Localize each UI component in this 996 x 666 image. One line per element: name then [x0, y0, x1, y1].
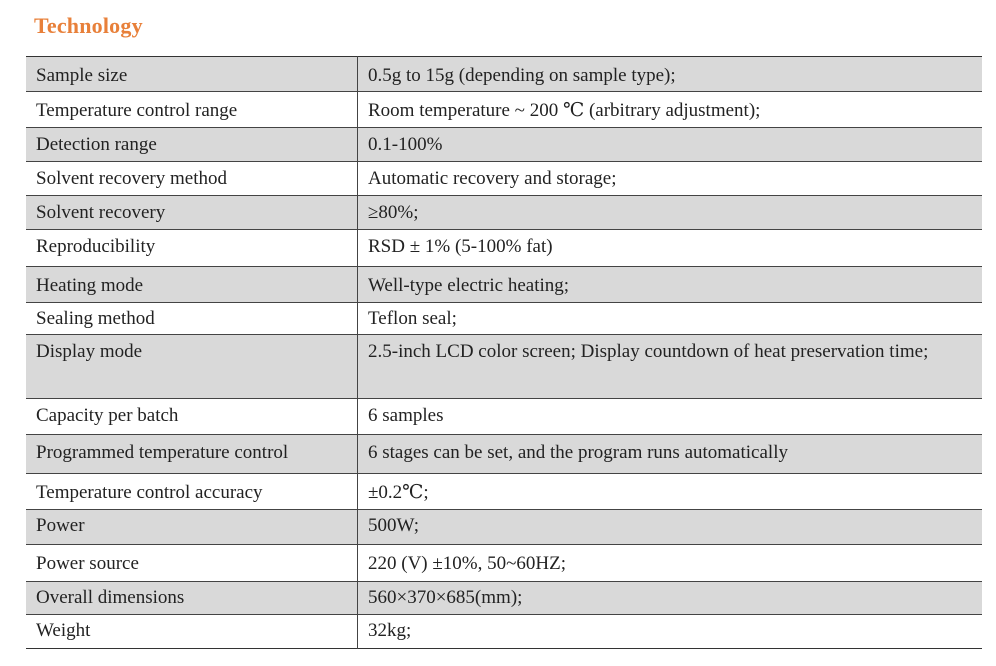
spec-label: Temperature control range: [26, 92, 358, 128]
spec-label: Power: [26, 510, 358, 545]
table-row: [26, 196, 982, 230]
spec-label: Capacity per batch: [26, 399, 358, 435]
spec-label: Overall dimensions: [26, 582, 358, 615]
spec-label: Heating mode: [26, 267, 358, 303]
table-row: [26, 128, 982, 162]
spec-label: Programmed temperature control: [26, 435, 358, 474]
spec-label: Temperature control accuracy: [26, 474, 358, 510]
table-row: [26, 267, 982, 303]
spec-label: Solvent recovery method: [26, 162, 358, 196]
spec-label: Weight: [26, 615, 358, 649]
spec-value: 220 (V) ±10%, 50~60HZ;: [358, 545, 983, 582]
table-row: [26, 474, 982, 510]
table-row: [26, 162, 982, 196]
spec-label: Solvent recovery: [26, 196, 358, 230]
table-row: [26, 335, 982, 399]
section-title: Technology: [34, 13, 143, 38]
table-row: [26, 230, 982, 267]
spec-value: Automatic recovery and storage;: [358, 162, 983, 196]
table-row: [26, 582, 982, 615]
spec-value: 2.5-inch LCD color screen; Display countdown of heat preservation time;: [358, 335, 983, 399]
table-row: [26, 435, 982, 474]
spec-value: Room temperature ~ 200 ℃ (arbitrary adjustment);: [358, 92, 983, 128]
spec-value: 0.5g to 15g (depending on sample type);: [358, 57, 983, 92]
spec-label: Sample size: [26, 57, 358, 92]
spec-value: RSD ± 1% (5-100% fat): [358, 230, 983, 267]
table-row: [26, 545, 982, 582]
spec-value: 560×370×685(mm);: [358, 582, 983, 615]
spec-label: Detection range: [26, 128, 358, 162]
spec-label: Reproducibility: [26, 230, 358, 267]
spec-value: 6 samples: [358, 399, 983, 435]
table-row: [26, 57, 982, 92]
spec-value: 0.1-100%: [358, 128, 983, 162]
spec-value: 32kg;: [358, 615, 983, 649]
spec-label: Power source: [26, 545, 358, 582]
table-row: [26, 92, 982, 128]
table-row: [26, 615, 982, 649]
spec-value: 6 stages can be set, and the program runs automatically: [358, 435, 983, 474]
spec-label: Display mode: [26, 335, 358, 399]
table-row: [26, 399, 982, 435]
spec-value: 500W;: [358, 510, 983, 545]
specifications-table: [26, 56, 982, 649]
table-row: [26, 303, 982, 335]
spec-value: ±0.2℃;: [358, 474, 983, 510]
spec-value: ≥80%;: [358, 196, 983, 230]
spec-value: Well-type electric heating;: [358, 267, 983, 303]
spec-value: Teflon seal;: [358, 303, 983, 335]
spec-label: Sealing method: [26, 303, 358, 335]
table-row: [26, 510, 982, 545]
